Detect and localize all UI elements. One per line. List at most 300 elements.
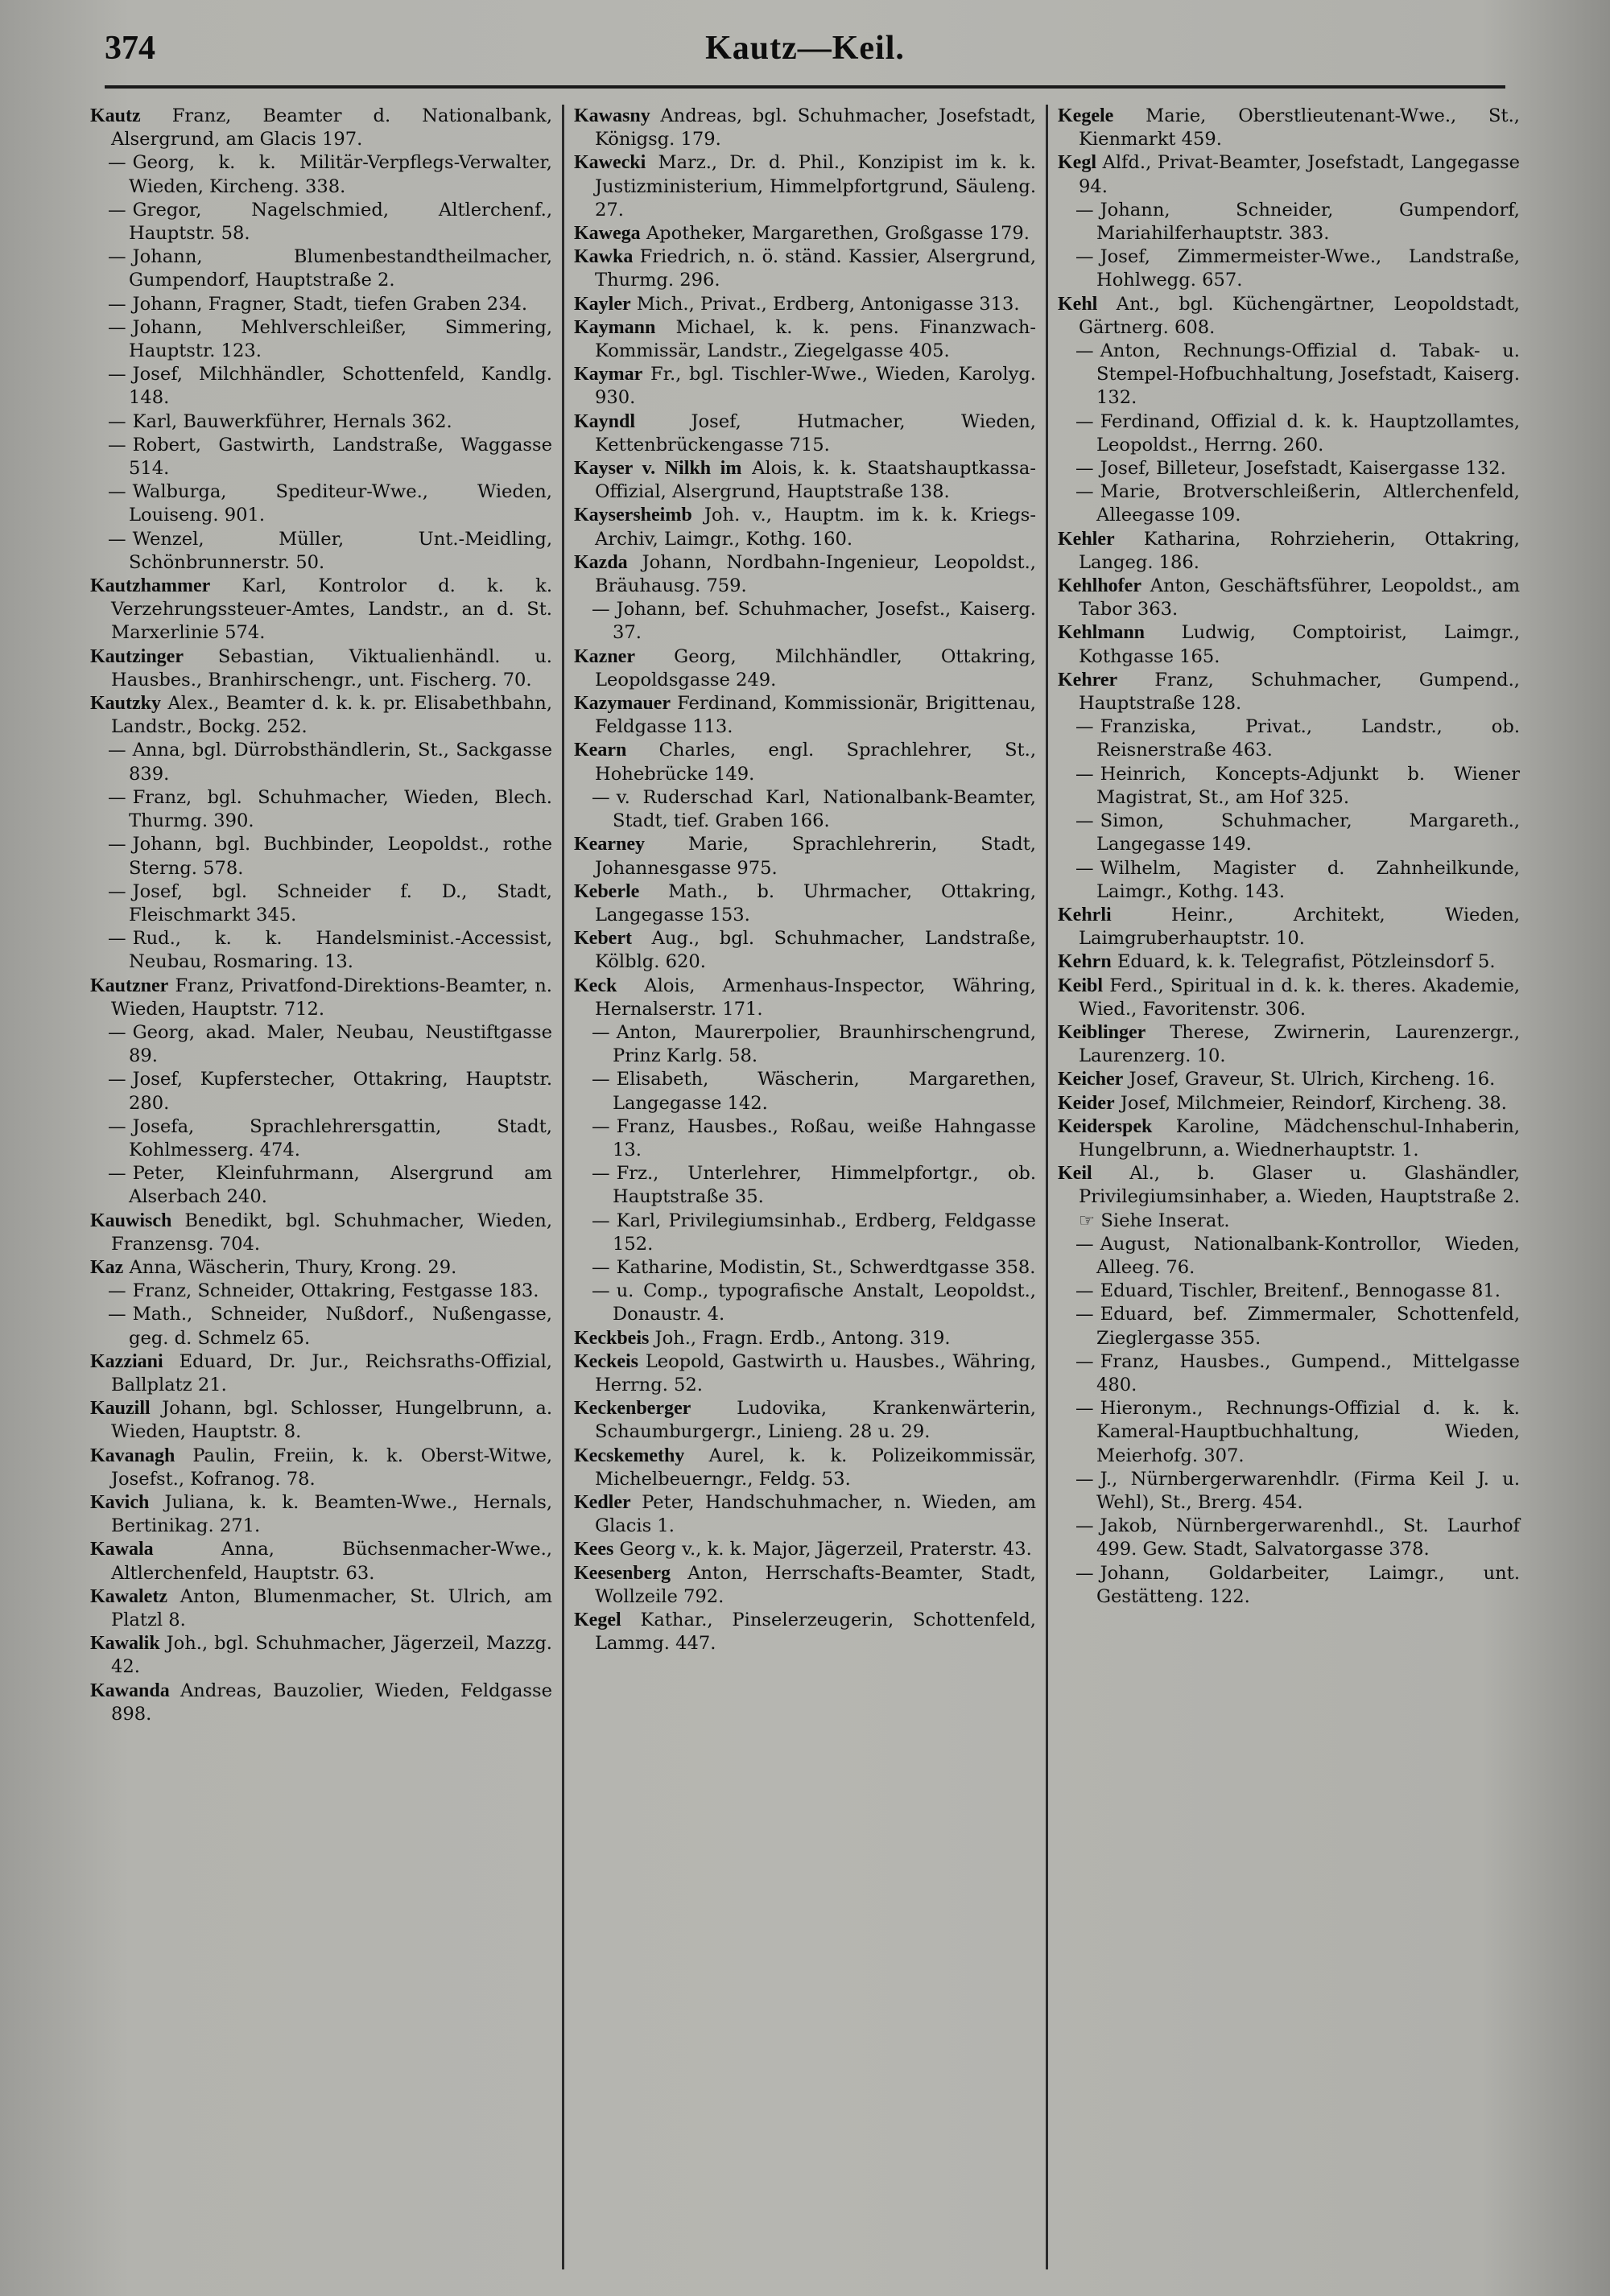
directory-subentry	[90, 528, 552, 575]
entry-details: Apotheker, Margarethen, Großgasse 179.	[646, 223, 1030, 245]
directory-entry	[574, 504, 1036, 550]
ditto-dash: —	[592, 599, 610, 620]
ditto-dash: —	[592, 1163, 610, 1185]
entry-surname: Kazda	[574, 551, 628, 573]
entry-details: Marie, Oberstlieutenant-Wwe., St., Kienmarkt 459.	[1079, 105, 1520, 150]
entry-details: Josef, Milchmeier, Reindorf, Kircheng. 38.	[1120, 1092, 1507, 1114]
directory-subentry	[90, 151, 552, 198]
directory-entry	[90, 1397, 552, 1444]
ditto-dash: —	[592, 786, 610, 808]
entry-details: Anton, Geschäftsführer, Leopoldst., am Tabor 363.	[1079, 575, 1521, 620]
ditto-dash: —	[108, 246, 126, 268]
entry-surname: Kecskemethy	[574, 1445, 685, 1466]
entry-surname: Kazymauer	[574, 693, 671, 715]
entry-surname: Kegele	[1058, 105, 1114, 126]
directory-subentry	[1058, 480, 1520, 527]
entry-surname: Keesenberg	[574, 1562, 671, 1584]
entry-details: Johann, Schneider, Gumpendorf, Mariahilferhauptstr. 383.	[1096, 199, 1520, 245]
entry-details: Aug., bgl. Schuhmacher, Landstraße, Kölblg. 620.	[595, 928, 1036, 973]
ditto-dash: —	[108, 152, 126, 174]
entry-surname: Keiblinger	[1058, 1021, 1146, 1043]
entry-details: Johann, Nordbahn-Ingenieur, Leopoldst., Bräuhausg. 759.	[595, 551, 1036, 597]
entry-details: Franziska, Privat., Landstr., ob. Reisnerstraße 463.	[1096, 716, 1520, 761]
directory-subentry	[90, 1021, 552, 1068]
entry-details: Alois, Armenhaus-Inspector, Währing, Hernalserstr. 171.	[595, 975, 1036, 1020]
entry-details: Anna, bgl. Dürrobsthändlerin, St., Sackgasse 839.	[129, 740, 552, 785]
entry-details: Paulin, Freiin, k. k. Oberst-Witwe, Josefst., Kofranog. 78.	[111, 1445, 552, 1490]
directory-subentry	[1058, 1515, 1520, 1561]
entry-details: Franz, Hausbes., Gumpend., Mittelgasse 480.	[1096, 1350, 1520, 1395]
directory-entry	[574, 692, 1036, 739]
entry-details: Georg, k. k. Militär-Verpflegs-Verwalter, Wieden, Kircheng. 338.	[129, 152, 552, 197]
directory-subentry	[90, 739, 552, 785]
directory-entry	[1058, 528, 1520, 575]
entry-surname: Kayler	[574, 293, 631, 315]
entry-details: Andreas, bgl. Schuhmacher, Josefstadt, Königsg. 179.	[595, 105, 1036, 150]
ditto-dash: —	[592, 1021, 610, 1043]
ditto-dash: —	[1075, 458, 1094, 480]
directory-entry	[574, 1562, 1036, 1609]
entry-details: Benedikt, bgl. Schuhmacher, Wieden, Franzensg. 704.	[111, 1210, 552, 1255]
entry-surname: Kautzner	[90, 975, 169, 996]
entry-details: Johann, Fragner, Stadt, tiefen Graben 234.	[132, 293, 528, 315]
directory-subentry	[1058, 1280, 1520, 1303]
entry-details: Friedrich, n. ö. ständ. Kassier, Alsergrund, Thurmg. 296.	[595, 246, 1036, 291]
entry-details: Johann, Goldarbeiter, Laimgr., unt. Gestätteng. 122.	[1096, 1562, 1520, 1607]
entry-surname: Kearn	[574, 740, 627, 761]
entry-details: Al., b. Glaser u. Glashändler, Privilegiumsinhaber, a. Wieden, Hauptstraße 2. ☞ Siehe Inserat.	[1079, 1163, 1520, 1231]
entry-details: Josefa, Sprachlehrersgattin, Stadt, Kohlmesserg. 474.	[129, 1115, 552, 1160]
directory-subentry	[90, 1068, 552, 1115]
ditto-dash: —	[108, 410, 126, 432]
entry-details: Ferdinand, Offizial d. k. k. Hauptzollamtes, Leopoldst., Herrng. 260.	[1096, 410, 1520, 455]
ditto-dash: —	[108, 834, 126, 855]
entry-surname: Keberle	[574, 880, 640, 902]
entry-details: Sebastian, Viktualienhändl. u. Hausbes., Branhirschengr., unt. Fischerg. 70.	[111, 645, 552, 690]
directory-entry	[574, 410, 1036, 457]
entry-details: Josef, Graveur, St. Ulrich, Kircheng. 16.	[1129, 1069, 1496, 1090]
entry-surname: Keckeis	[574, 1350, 638, 1372]
column-middle	[562, 105, 1046, 2269]
entry-surname: Kehrn	[1058, 951, 1112, 973]
directory-entry	[574, 975, 1036, 1021]
entry-details: Johann, bef. Schuhmacher, Josefst., Kaiserg. 37.	[613, 599, 1036, 644]
ditto-dash: —	[1075, 1233, 1094, 1255]
entry-surname: Kehler	[1058, 528, 1115, 550]
page-number: 374	[105, 30, 155, 67]
entry-details: Josef, Zimmermeister-Wwe., Landstraße, Hohlwegg. 657.	[1096, 246, 1520, 291]
entry-details: Marz., Dr. d. Phil., Konzipist im k. k. Justizministerium, Himmelpfortgrund, Säuleng. 27.	[595, 152, 1036, 221]
directory-entry	[90, 1538, 552, 1585]
entry-details: Katharina, Rohrzieherin, Ottakring, Langeg. 186.	[1079, 528, 1520, 573]
entry-surname: Keicher	[1058, 1069, 1124, 1090]
ditto-dash: —	[108, 1304, 126, 1325]
ditto-dash: —	[592, 1115, 610, 1137]
directory-subentry	[1058, 410, 1520, 457]
entry-details: Peter, Kleinfuhrmann, Alsergrund am Alserbach 240.	[129, 1163, 552, 1208]
directory-subentry	[90, 880, 552, 927]
entry-details: Aurel, k. k. Polizeikommissär, Michelbeuerngr., Feldg. 53.	[595, 1445, 1037, 1490]
entry-details: Frz., Unterlehrer, Himmelpfortgr., ob. Hauptstraße 35.	[613, 1163, 1036, 1208]
ditto-dash: —	[108, 740, 126, 761]
entry-details: Anna, Büchsenmacher-Wwe., Altlerchenfeld, Hauptstr. 63.	[111, 1539, 552, 1584]
entry-details: Josef, Billeteur, Josefstadt, Kaisergasse 132.	[1100, 458, 1506, 480]
directory-subentry	[90, 927, 552, 974]
entry-surname: Kehlmann	[1058, 622, 1146, 644]
directory-entry	[574, 316, 1036, 363]
entry-details: Johann, Mehlverschleißer, Simmering, Hauptstr. 123.	[129, 316, 552, 362]
entry-details: Anton, Maurerpolier, Braunhirschengrund, Prinz Karlg. 58.	[613, 1021, 1036, 1067]
directory-subentry	[1058, 1303, 1520, 1350]
entry-details: August, Nationalbank-Kontrollor, Wieden, Alleeg. 76.	[1096, 1233, 1520, 1278]
directory-entry	[574, 245, 1036, 292]
entry-details: Jakob, Nürnbergerwarenhdl., St. Laurhof 499. Gew. Stadt, Salvatorgasse 378.	[1096, 1515, 1520, 1560]
entry-details: Joh. v., Hauptm. im k. k. Kriegs-Archiv, Laimgr., Kothg. 160.	[595, 505, 1037, 550]
directory-subentry	[574, 1068, 1036, 1115]
directory-entry	[574, 1327, 1036, 1350]
ditto-dash: —	[108, 1280, 126, 1302]
directory-entry	[574, 1445, 1036, 1491]
ditto-dash: —	[1075, 1562, 1094, 1584]
entry-surname: Keckbeis	[574, 1327, 650, 1349]
directory-entry	[574, 739, 1036, 785]
entry-details: Andreas, Bauzolier, Wieden, Feldgasse 898.	[111, 1680, 552, 1725]
entry-surname: Kavanagh	[90, 1445, 175, 1466]
entry-details: Ludovika, Krankenwärterin, Schaumburgergr., Linieng. 28 u. 29.	[595, 1398, 1036, 1443]
entry-surname: Kedler	[574, 1491, 631, 1513]
entry-details: Michael, k. k. pens. Finanzwach-Kommissär, Landstr., Ziegelgasse 405.	[595, 316, 1036, 362]
entry-details: Franz, Hausbes., Roßau, weiße Hahngasse 13.	[613, 1115, 1036, 1160]
directory-subentry	[1058, 810, 1520, 856]
directory-entry	[90, 105, 552, 151]
page-header	[105, 29, 1505, 89]
directory-entry	[90, 645, 552, 692]
directory-entry	[90, 1445, 552, 1491]
ditto-dash: —	[108, 434, 126, 455]
directory-subentry	[90, 786, 552, 833]
directory-subentry	[90, 410, 552, 434]
entry-surname: Keckenberger	[574, 1398, 691, 1420]
directory-entry	[574, 880, 1036, 927]
entry-details: Johann, bgl. Buchbinder, Leopoldst., rothe Sterng. 578.	[129, 834, 552, 879]
directory-entry	[574, 151, 1036, 222]
entry-details: Robert, Gastwirth, Landstraße, Waggasse 514.	[129, 434, 552, 480]
entry-details: Josef, Kupferstecher, Ottakring, Hauptstr. 280.	[129, 1069, 552, 1114]
entry-details: Eduard, Dr. Jur., Reichsraths-Offizial, Ballplatz 21.	[111, 1350, 552, 1395]
entry-surname: Kazziani	[90, 1350, 163, 1372]
directory-entry	[574, 363, 1036, 410]
entry-details: Peter, Handschuhmacher, n. Wieden, am Glacis 1.	[595, 1491, 1036, 1537]
entry-details: Heinrich, Koncepts-Adjunkt b. Wiener Magistrat, St., am Hof 325.	[1096, 763, 1520, 808]
directory-entry	[1058, 904, 1520, 950]
directory-subentry	[574, 1280, 1036, 1326]
entry-surname: Kauzill	[90, 1398, 151, 1420]
directory-subentry	[1058, 1233, 1520, 1280]
directory-entry	[574, 833, 1036, 880]
directory-subentry	[90, 1115, 552, 1162]
directory-entry	[1058, 1092, 1520, 1115]
directory-subentry	[90, 293, 552, 316]
directory-entry	[574, 293, 1036, 316]
directory-subentry	[90, 316, 552, 363]
ditto-dash: —	[1075, 481, 1094, 503]
directory-subentry	[1058, 457, 1520, 480]
entry-surname: Kees	[574, 1539, 614, 1560]
directory-subentry	[1058, 340, 1520, 410]
entry-details: Ludwig, Comptoirist, Laimgr., Kothgasse 165.	[1079, 622, 1520, 667]
directory-entry	[90, 1350, 552, 1397]
ditto-dash: —	[1075, 810, 1094, 832]
entry-surname: Kawecki	[574, 152, 646, 174]
entry-surname: Kebert	[574, 928, 632, 950]
entry-details: Johann, Blumenbestandtheilmacher, Gumpendorf, Hauptstraße 2.	[129, 246, 552, 291]
entry-details: Josef, Milchhändler, Schottenfeld, Kandlg. 148.	[129, 364, 552, 409]
entry-surname: Kauwisch	[90, 1210, 172, 1231]
entry-surname: Kaymann	[574, 316, 656, 338]
ditto-dash: —	[1075, 1304, 1094, 1325]
directory-subentry	[574, 1256, 1036, 1280]
entry-details: Georg, akad. Maler, Neubau, Neustiftgasse 89.	[129, 1021, 552, 1067]
ditto-dash: —	[108, 1021, 126, 1043]
entry-details: v. Ruderschad Karl, Nationalbank-Beamter, Stadt, tief. Graben 166.	[613, 786, 1036, 832]
entry-details: Wenzel, Müller, Unt.-Meidling, Schönbrunnerstr. 50.	[129, 528, 552, 573]
entry-details: Josef, bgl. Schneider f. D., Stadt, Fleischmarkt 345.	[129, 880, 552, 925]
entry-details: Anton, Rechnungs-Offizial d. Tabak- u. Stempel-Hofbuchhaltung, Josefstadt, Kaiserg. 132.	[1096, 340, 1520, 409]
directory-entry	[1058, 293, 1520, 340]
directory-entry	[90, 1210, 552, 1256]
directory-entry	[1058, 621, 1520, 668]
directory-subentry	[90, 1162, 552, 1209]
ditto-dash: —	[1075, 857, 1094, 879]
directory-subentry	[1058, 1350, 1520, 1397]
entry-details: Kathar., Pinselerzeugerin, Schottenfeld, Lammg. 447.	[595, 1610, 1036, 1655]
directory-entry	[574, 1609, 1036, 1655]
entry-surname: Kayndl	[574, 410, 636, 432]
column-left	[80, 105, 562, 2269]
entry-surname: Kehrli	[1058, 904, 1112, 925]
entry-surname: Kegel	[574, 1610, 621, 1630]
ditto-dash: —	[108, 1069, 126, 1090]
directory-subentry	[90, 363, 552, 410]
directory-subentry	[574, 1210, 1036, 1256]
directory-entry	[574, 1491, 1036, 1538]
directory-subentry	[90, 833, 552, 880]
directory-subentry	[574, 598, 1036, 645]
entry-surname: Kawanda	[90, 1680, 170, 1701]
directory-subentry	[90, 245, 552, 292]
entry-details: J., Nürnbergerwarenhdlr. (Firma Keil J. u. Wehl), St., Brerg. 454.	[1096, 1468, 1520, 1513]
ditto-dash: —	[108, 786, 126, 808]
entry-details: Karl, Kontrolor d. k. k. Verzehrungssteuer-Amtes, Landstr., an d. St. Marxerlinie 574.	[111, 575, 552, 644]
entry-details: u. Comp., typografische Anstalt, Leopoldst., Donaustr. 4.	[613, 1280, 1036, 1325]
directory-entry	[1058, 1115, 1520, 1162]
entry-surname: Kawaletz	[90, 1585, 167, 1607]
ditto-dash: —	[108, 293, 126, 315]
directory-subentry	[90, 199, 552, 245]
ditto-dash: —	[108, 880, 126, 902]
directory-entry	[1058, 1021, 1520, 1068]
entry-details: Karl, Bauwerkführer, Hernals 362.	[132, 410, 452, 432]
entry-surname: Keil	[1058, 1163, 1092, 1185]
entry-details: Rud., k. k. Handelsminist.-Accessist, Neubau, Rosmaring. 13.	[129, 928, 552, 973]
directory-entry	[574, 1350, 1036, 1397]
entry-details: Joh., Fragn. Erdb., Antong. 319.	[654, 1327, 951, 1349]
directory-entry	[90, 1491, 552, 1538]
directory-subentry	[1058, 763, 1520, 810]
directory-subentry	[574, 1021, 1036, 1068]
directory-entry	[90, 1632, 552, 1679]
entry-details: Georg v., k. k. Major, Jägerzeil, Praterstr. 43.	[619, 1539, 1032, 1560]
entry-details: Franz, Beamter d. Nationalbank, Alsergrund, am Glacis 197.	[111, 105, 552, 150]
entry-details: Johann, bgl. Schlosser, Hungelbrunn, a. Wieden, Hauptstr. 8.	[111, 1398, 553, 1443]
entry-surname: Kehlhofer	[1058, 575, 1141, 597]
entry-details: Anna, Wäscherin, Thury, Krong. 29.	[129, 1256, 457, 1278]
entry-details: Simon, Schuhmacher, Margareth., Langegasse 149.	[1096, 810, 1520, 855]
entry-surname: Keibl	[1058, 975, 1104, 996]
directory-entry	[574, 105, 1036, 151]
entry-details: Charles, engl. Sprachlehrer, St., Hohebrücke 149.	[595, 740, 1036, 785]
ditto-dash: —	[1075, 1280, 1094, 1302]
ditto-dash: —	[108, 928, 126, 950]
ditto-dash: —	[108, 1163, 126, 1185]
directory-entry	[90, 692, 552, 739]
directory-entry	[90, 1585, 552, 1632]
directory-entry	[1058, 950, 1520, 974]
entry-columns	[80, 105, 1530, 2269]
directory-entry	[1058, 1068, 1520, 1091]
entry-details: Anton, Herrschafts-Beamter, Stadt, Wollzeile 792.	[595, 1562, 1036, 1607]
directory-subentry	[1058, 1397, 1520, 1468]
entry-surname: Keiderspek	[1058, 1115, 1153, 1137]
ditto-dash: —	[1075, 1350, 1094, 1372]
ditto-dash: —	[1075, 1515, 1094, 1537]
entry-details: Therese, Zwirnerin, Laurenzergr., Laurenzerg. 10.	[1079, 1021, 1521, 1067]
entry-surname: Keck	[574, 975, 617, 996]
entry-details: Franz, bgl. Schuhmacher, Wieden, Blech. Thurmg. 390.	[129, 786, 552, 832]
entry-details: Math., b. Uhrmacher, Ottakring, Langegasse 153.	[595, 880, 1037, 925]
entry-surname: Kaz	[90, 1256, 124, 1278]
entry-details: Eduard, Tischler, Breitenf., Bennogasse 81.	[1100, 1280, 1501, 1302]
ditto-dash: —	[592, 1280, 610, 1302]
column-right	[1046, 105, 1530, 2269]
ditto-dash: —	[1075, 340, 1094, 362]
ditto-dash: —	[108, 528, 126, 550]
entry-details: Mich., Privat., Erdberg, Antonigasse 313.	[636, 293, 1020, 315]
directory-entry	[90, 1680, 552, 1726]
ditto-dash: —	[108, 364, 126, 385]
entry-details: Franz, Schneider, Ottakring, Festgasse 183.	[132, 1280, 539, 1302]
entry-details: Karoline, Mädchenschul-Inhaberin, Hungelbrunn, a. Wiednerhauptstr. 1.	[1079, 1115, 1520, 1160]
directory-subentry	[1058, 199, 1520, 245]
directory-entry	[1058, 575, 1520, 621]
entry-surname: Kazner	[574, 645, 635, 667]
entry-details: Math., Schneider, Nußdorf., Nußengasse, geg. d. Schmelz 65.	[129, 1304, 552, 1349]
directory-subentry	[574, 1162, 1036, 1209]
entry-details: Walburga, Spediteur-Wwe., Wieden, Louiseng. 901.	[129, 481, 552, 526]
directory-subentry	[90, 434, 552, 480]
entry-surname: Kayser v. Nilkh im	[574, 458, 742, 480]
entry-details: Katharine, Modistin, St., Schwerdtgasse 358.	[616, 1256, 1036, 1278]
ditto-dash: —	[108, 316, 126, 338]
entry-surname: Kautzhammer	[90, 575, 211, 597]
entry-surname: Kawka	[574, 246, 634, 268]
entry-details: Hieronym., Rechnungs-Offizial d. k. k. Kameral-Hauptbuchhaltung, Wieden, Meierhofg. 307.	[1096, 1398, 1520, 1466]
entry-details: Elisabeth, Wäscherin, Margarethen, Langegasse 142.	[613, 1069, 1036, 1114]
entry-surname: Kawasny	[574, 105, 650, 126]
directory-subentry	[90, 1303, 552, 1350]
entry-details: Marie, Brotverschleißerin, Altlerchenfeld, Alleegasse 109.	[1096, 481, 1520, 526]
directory-subentry	[90, 480, 552, 527]
entry-details: Marie, Sprachlehrerin, Stadt, Johannesgasse 975.	[595, 834, 1036, 879]
entry-details: Eduard, k. k. Telegrafist, Pötzleinsdorf 5.	[1117, 951, 1496, 973]
directory-entry	[574, 1538, 1036, 1561]
entry-details: Alex., Beamter d. k. k. pr. Elisabethbahn, Landstr., Bockg. 252.	[111, 693, 552, 738]
directory-entry	[574, 457, 1036, 504]
entry-surname: Kegl	[1058, 152, 1096, 174]
entry-surname: Kaysersheimb	[574, 505, 692, 526]
ditto-dash: —	[1075, 763, 1094, 785]
entry-surname: Kawalik	[90, 1633, 160, 1655]
directory-entry	[574, 222, 1036, 245]
ditto-dash: —	[108, 199, 126, 221]
directory-entry	[1058, 1162, 1520, 1233]
ditto-dash: —	[108, 481, 126, 503]
directory-entry	[1058, 669, 1520, 715]
entry-surname: Kehrer	[1058, 669, 1118, 690]
entry-details: Heinr., Architekt, Wieden, Laimgruberhauptstr. 10.	[1079, 904, 1520, 950]
directory-subentry	[90, 1280, 552, 1303]
entry-surname: Kautz	[90, 105, 141, 126]
entry-details: Ferdinand, Kommissionär, Brigittenau, Feldgasse 113.	[595, 693, 1036, 738]
entry-details: Eduard, bef. Zimmermaler, Schottenfeld, Zieglergasse 355.	[1096, 1304, 1520, 1349]
entry-surname: Kavich	[90, 1491, 150, 1513]
ditto-dash: —	[1075, 716, 1094, 738]
entry-details: Anton, Blumenmacher, St. Ulrich, am Platzl 8.	[111, 1585, 552, 1630]
entry-details: Franz, Schuhmacher, Gumpend., Hauptstraße 128.	[1079, 669, 1520, 715]
entry-details: Wilhelm, Magister d. Zahnheilkunde, Laimgr., Kothg. 143.	[1096, 857, 1520, 902]
entry-details: Gregor, Nagelschmied, Altlerchenf., Hauptstr. 58.	[129, 199, 552, 245]
directory-subentry	[1058, 1468, 1520, 1515]
ditto-dash: —	[1075, 1468, 1094, 1490]
entry-surname: Kearney	[574, 834, 645, 855]
directory-subentry	[1058, 857, 1520, 904]
directory-entry	[90, 975, 552, 1021]
ditto-dash: —	[108, 1115, 126, 1137]
directory-entry	[1058, 105, 1520, 151]
entry-details: Fr., bgl. Tischler-Wwe., Wieden, Karolyg. 930.	[595, 364, 1036, 409]
entry-surname: Kehl	[1058, 293, 1098, 315]
entry-surname: Kawala	[90, 1539, 154, 1560]
directory-subentry	[1058, 245, 1520, 292]
directory-subentry	[574, 786, 1036, 833]
directory-subentry	[1058, 1562, 1520, 1609]
entry-details: Leopold, Gastwirth u. Hausbes., Währing, Herrng. 52.	[595, 1350, 1036, 1395]
entry-surname: Kawega	[574, 223, 641, 245]
ditto-dash: —	[1075, 199, 1094, 221]
directory-entry	[1058, 975, 1520, 1021]
entry-surname: Kautzinger	[90, 645, 184, 667]
running-head: Kautz—Keil.	[705, 30, 905, 67]
entry-details: Ferd., Spiritual in d. k. k. theres. Akademie, Wied., Favoritenstr. 306.	[1079, 975, 1520, 1020]
ditto-dash: —	[1075, 410, 1094, 432]
directory-subentry	[1058, 715, 1520, 762]
entry-details: Juliana, k. k. Beamten-Wwe., Hernals, Bertinikag. 271.	[111, 1491, 553, 1537]
entry-details: Georg, Milchhändler, Ottakring, Leopoldsgasse 249.	[595, 645, 1036, 690]
ditto-dash: —	[1075, 1398, 1094, 1420]
entry-details: Alois, k. k. Staatshauptkassa-Offizial, Alsergrund, Hauptstraße 138.	[595, 458, 1036, 503]
entry-details: Alfd., Privat-Beamter, Josefstadt, Langegasse 94.	[1079, 152, 1520, 197]
ditto-dash: —	[592, 1210, 610, 1231]
